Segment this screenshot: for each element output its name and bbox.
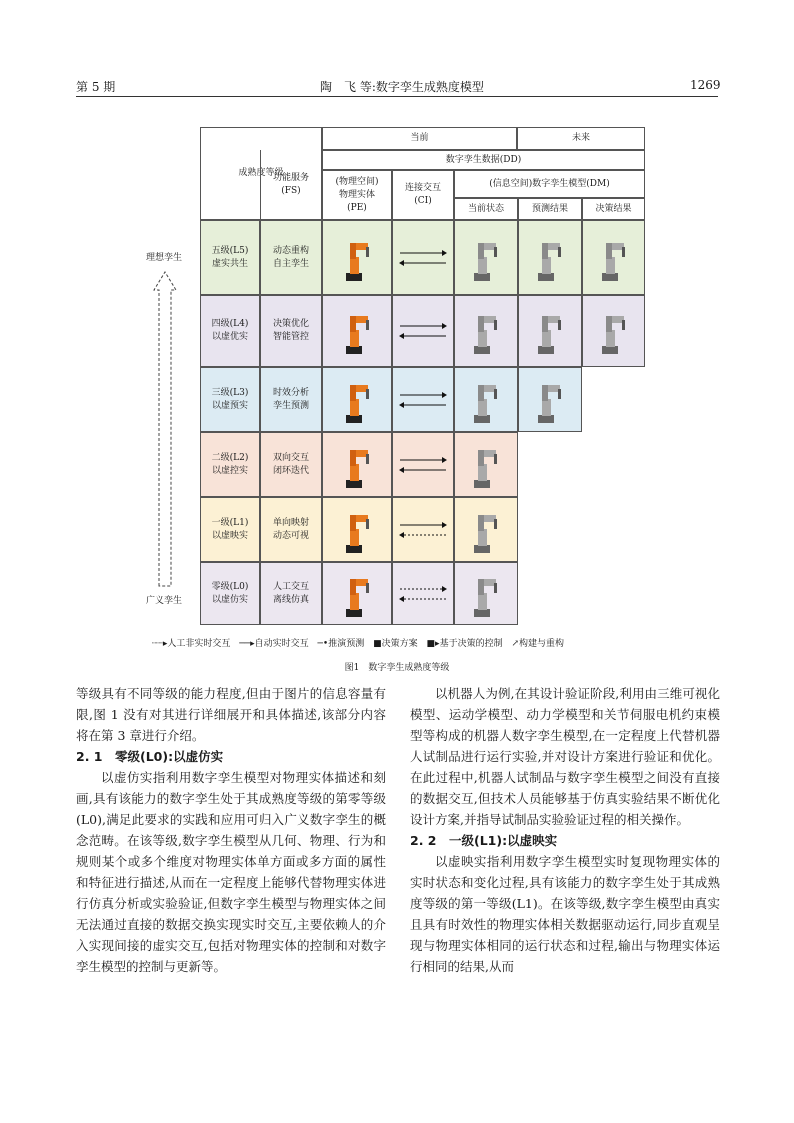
virtual-robot-icon (470, 233, 500, 283)
figure-legend (152, 636, 570, 649)
function-service-label: 单向映射 动态可视 (260, 497, 322, 562)
running-title: 陶 飞 等:数字孪生成熟度模型 (320, 80, 484, 94)
function-service-label: 时效分析 孪生预测 (260, 367, 322, 432)
physical-robot-icon (342, 233, 372, 283)
section-heading: 2. 1 零级(L0):以虚仿实 (76, 749, 224, 764)
connection-arrows (398, 246, 448, 270)
virtual-robot-icon (470, 569, 500, 619)
virtual-robot-icon (534, 306, 564, 356)
physical-robot-icon (342, 440, 372, 490)
header-dm: (信息空间)数字孪生模型(DM) (454, 170, 645, 198)
paragraph: 等级具有不同等级的能力程度,但由于图片的信息容量有限,图 1 没有对其进行详细展开和具体描述,该部分内容将在第 3 章进行介绍。 (76, 686, 386, 743)
virtual-robot-icon (598, 306, 628, 356)
physical-robot-icon (342, 569, 372, 619)
header-dd: 数字孪生数据(DD) (322, 150, 645, 170)
physical-robot-icon (342, 306, 372, 356)
left-column (76, 683, 386, 977)
connection-arrows (398, 518, 448, 542)
side-label-generalized: 广义孪生 (146, 596, 183, 606)
paragraph: 以虚映实指利用数字孪生模型实时复现物理实体的实时状态和变化过程,具有该能力的数字孪生处于其成熟度等级的第一等级(L1)。在该等级,数字孪生模型由真实且具有时效性的物理实体相关数据驱动运行,同步直观呈现与物理实体相同的运行状态和过程,输出与物理实体运行相同的结果,从而 (410, 854, 720, 974)
legend-item: ■▸基于决策的控制 (426, 639, 503, 649)
page-number: 1269 (690, 78, 721, 92)
header-rule (76, 96, 718, 97)
virtual-robot-icon (534, 375, 564, 425)
connection-arrows (398, 319, 448, 343)
connection-arrows (398, 582, 448, 606)
level-label: 零级(L0) 以虚仿实 (200, 562, 260, 625)
side-label-ideal: 理想孪生 (146, 253, 183, 263)
maturity-arrow (153, 268, 177, 588)
figure-caption: 图1 数字孪生成熟度等级 (344, 663, 450, 673)
virtual-robot-icon (470, 306, 500, 356)
issue-number: 第 5 期 (76, 80, 116, 94)
function-service-label: 人工交互 离线仿真 (260, 562, 322, 625)
virtual-robot-icon (470, 505, 500, 555)
level-label: 二级(L2) 以虚控实 (200, 432, 260, 497)
legend-item: ↗构建与重构 (511, 639, 565, 649)
level-label: 五级(L5) 虚实共生 (200, 220, 260, 295)
physical-robot-icon (342, 505, 372, 555)
legend-item: ──▸自动实时交互 (239, 639, 309, 649)
legend-item: ┈┈▸人工非实时交互 (152, 639, 231, 649)
virtual-robot-icon (470, 375, 500, 425)
header-current: 当前 (322, 127, 517, 150)
connection-arrows (398, 453, 448, 477)
header-ci: 连接交互 (CI) (392, 170, 454, 220)
header-state: 当前状态 (454, 198, 518, 220)
virtual-robot-icon (598, 233, 628, 283)
legend-item: ■决策方案 (373, 639, 418, 649)
header-future: 未来 (517, 127, 645, 150)
header-pe: (物理空间) 物理实体 (PE) (322, 170, 392, 220)
paragraph: 以机器人为例,在其设计验证阶段,利用由三维可视化模型、运动学模型、动力学模型和关节伺服电机约束模型等构成的机器人数字孪生模型,在一定程度上代替机器人试制品进行运行实验,并对设计方案进行验证和优化。在此过程中,机器人试制品与数字孪生模型之间没有直接的数据交互,但技术人员能够基于仿真实验结果不断优化设计方案,并指导试制品实验验证过程的相关操作。 (410, 686, 720, 827)
header-level: 成熟度等级 (200, 127, 322, 220)
physical-robot-icon (342, 375, 372, 425)
right-column (410, 683, 720, 977)
virtual-robot-icon (534, 233, 564, 283)
section-heading: 2. 2 一级(L1):以虚映实 (410, 833, 558, 848)
level-label: 三级(L3) 以虚预实 (200, 367, 260, 432)
connection-arrows (398, 388, 448, 412)
function-service-label: 动态重构 自主孪生 (260, 220, 322, 295)
paragraph: 以虚仿实指利用数字孪生模型对物理实体描述和刻画,具有该能力的数字孪生处于其成熟度等级的第零等级(L0),满足此要求的实践和应用可归入广义数字孪生的概念范畴。在该等级,数字孪生模型从几何、物理、行为和规则某个或多个维度对物理实体单方面或多方面的属性和特征进行描述,从而在一定程度上能够代替物理实体进行仿真分析或实验验证,但数字孪生模型与物理实体之间无法通过直接的数据交换实现实时交互,主要依赖人的介入实现间接的虚实交互,包括对物理实体的控制和对数字孪生模型的控制与更新等。 (76, 770, 386, 974)
virtual-robot-icon (470, 440, 500, 490)
legend-item: ─•推演预测 (317, 639, 365, 649)
header-pred: 预测结果 (518, 198, 582, 220)
maturity-figure (200, 127, 645, 623)
level-label: 一级(L1) 以虚映实 (200, 497, 260, 562)
header-fs: 功能服务 (FS) (260, 150, 322, 220)
header-dec: 决策结果 (582, 198, 645, 220)
level-label: 四级(L4) 以虚优实 (200, 295, 260, 367)
function-service-label: 双向交互 闭环迭代 (260, 432, 322, 497)
function-service-label: 决策优化 智能管控 (260, 295, 322, 367)
